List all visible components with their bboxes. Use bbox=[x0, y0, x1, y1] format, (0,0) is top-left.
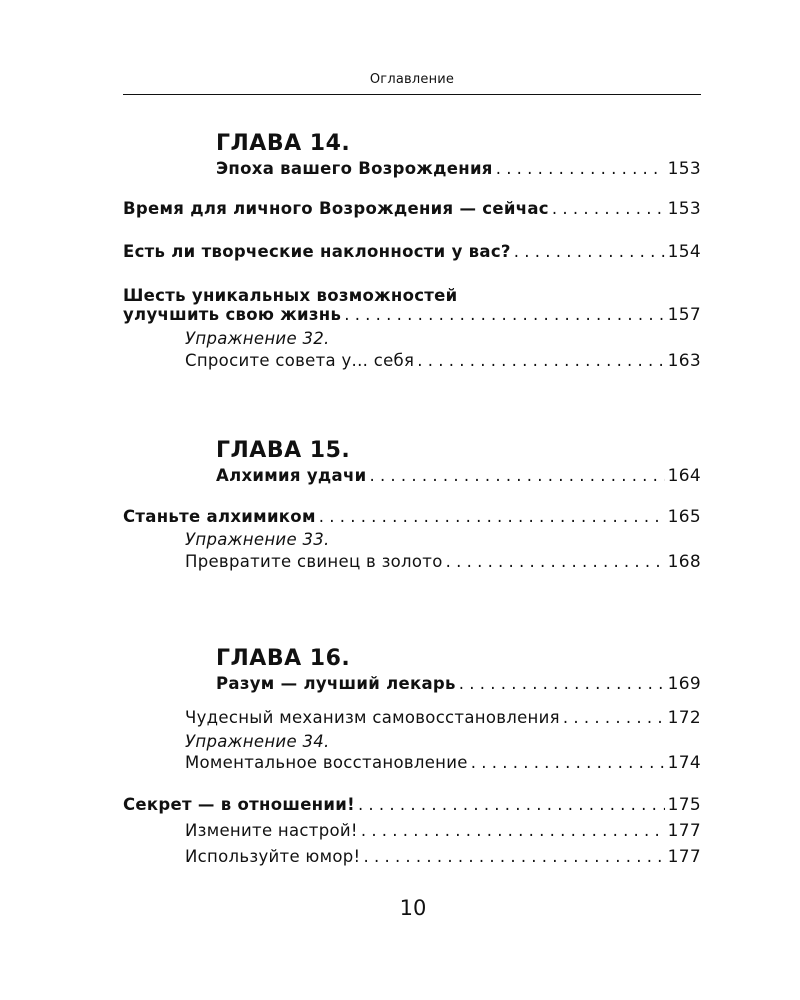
toc-entry[interactable] bbox=[123, 507, 701, 527]
dot-leader bbox=[514, 242, 665, 261]
toc-entry[interactable] bbox=[123, 242, 701, 262]
chapter-title: Эпоха вашего Возрождения bbox=[216, 159, 493, 178]
section-title: Секрет — в отношении! bbox=[123, 795, 355, 814]
toc-subentry[interactable] bbox=[185, 708, 701, 728]
page-ref: 168 bbox=[667, 552, 701, 572]
dot-leader bbox=[496, 159, 665, 178]
toc-subentry[interactable] bbox=[185, 821, 701, 841]
page-ref: 177 bbox=[667, 821, 701, 841]
section-title: Есть ли творческие наклонности у вас? bbox=[123, 242, 511, 261]
dot-leader bbox=[471, 753, 665, 772]
page-number: 10 bbox=[399, 896, 427, 920]
page-ref: 172 bbox=[667, 708, 701, 728]
section-title-line1: Шесть уникальных возможностей bbox=[123, 286, 458, 305]
toc-entry[interactable] bbox=[123, 199, 701, 219]
dot-leader bbox=[446, 552, 665, 571]
exercise-entry[interactable] bbox=[185, 552, 701, 572]
dot-leader bbox=[552, 199, 665, 218]
chapter-15-title-entry[interactable] bbox=[216, 466, 701, 486]
running-header: Оглавление bbox=[369, 72, 455, 87]
page-ref: 169 bbox=[667, 674, 701, 694]
subsection-title: Чудесный механизм самовосстановления bbox=[185, 708, 560, 727]
section-title-line2: улучшить свою жизнь bbox=[123, 305, 342, 324]
page-ref: 174 bbox=[667, 753, 701, 773]
exercise-label: Упражнение 33. bbox=[185, 530, 330, 549]
dot-leader bbox=[319, 507, 665, 526]
dot-leader bbox=[417, 351, 664, 370]
chapter-14-title-entry[interactable] bbox=[216, 159, 701, 179]
page-ref: 164 bbox=[667, 466, 701, 486]
page-ref: 154 bbox=[667, 242, 701, 262]
exercise-label: Упражнение 34. bbox=[185, 732, 330, 751]
chapter-15-label: ГЛАВА 15. bbox=[216, 438, 351, 463]
page-ref: 163 bbox=[667, 351, 701, 371]
exercise-title: Спросите совета у... себя bbox=[185, 351, 415, 370]
chapter-title: Разум — лучший лекарь bbox=[216, 674, 456, 693]
dot-leader bbox=[358, 795, 665, 814]
section-title: Станьте алхимиком bbox=[123, 507, 316, 526]
chapter-16-title-entry[interactable] bbox=[216, 674, 701, 694]
exercise-label: Упражнение 32. bbox=[185, 329, 330, 348]
page-ref: 175 bbox=[667, 795, 701, 815]
page-ref: 153 bbox=[667, 159, 701, 179]
subsection-title: Измените настрой! bbox=[185, 821, 358, 840]
page-ref: 153 bbox=[667, 199, 701, 219]
exercise-title: Превратите свинец в золото bbox=[185, 552, 443, 571]
section-title: Время для личного Возрождения — сейчас bbox=[123, 199, 549, 218]
dot-leader bbox=[563, 708, 665, 727]
chapter-title: Алхимия удачи bbox=[216, 466, 367, 485]
dot-leader bbox=[361, 821, 665, 840]
dot-leader bbox=[363, 847, 664, 866]
toc-entry[interactable] bbox=[123, 795, 701, 815]
dot-leader bbox=[369, 466, 664, 485]
header-rule bbox=[123, 94, 701, 95]
page-ref: 165 bbox=[667, 507, 701, 527]
dot-leader bbox=[459, 674, 665, 693]
page-ref: 157 bbox=[667, 305, 701, 325]
chapter-16-label: ГЛАВА 16. bbox=[216, 646, 351, 671]
dot-leader bbox=[344, 305, 664, 324]
toc-subentry[interactable] bbox=[185, 847, 701, 867]
toc-entry[interactable] bbox=[123, 305, 701, 325]
page-ref: 177 bbox=[667, 847, 701, 867]
chapter-14-label: ГЛАВА 14. bbox=[216, 131, 351, 156]
exercise-title: Моментальное восстановление bbox=[185, 753, 468, 772]
subsection-title: Используйте юмор! bbox=[185, 847, 361, 866]
exercise-entry[interactable] bbox=[185, 351, 701, 371]
exercise-entry[interactable] bbox=[185, 753, 701, 773]
